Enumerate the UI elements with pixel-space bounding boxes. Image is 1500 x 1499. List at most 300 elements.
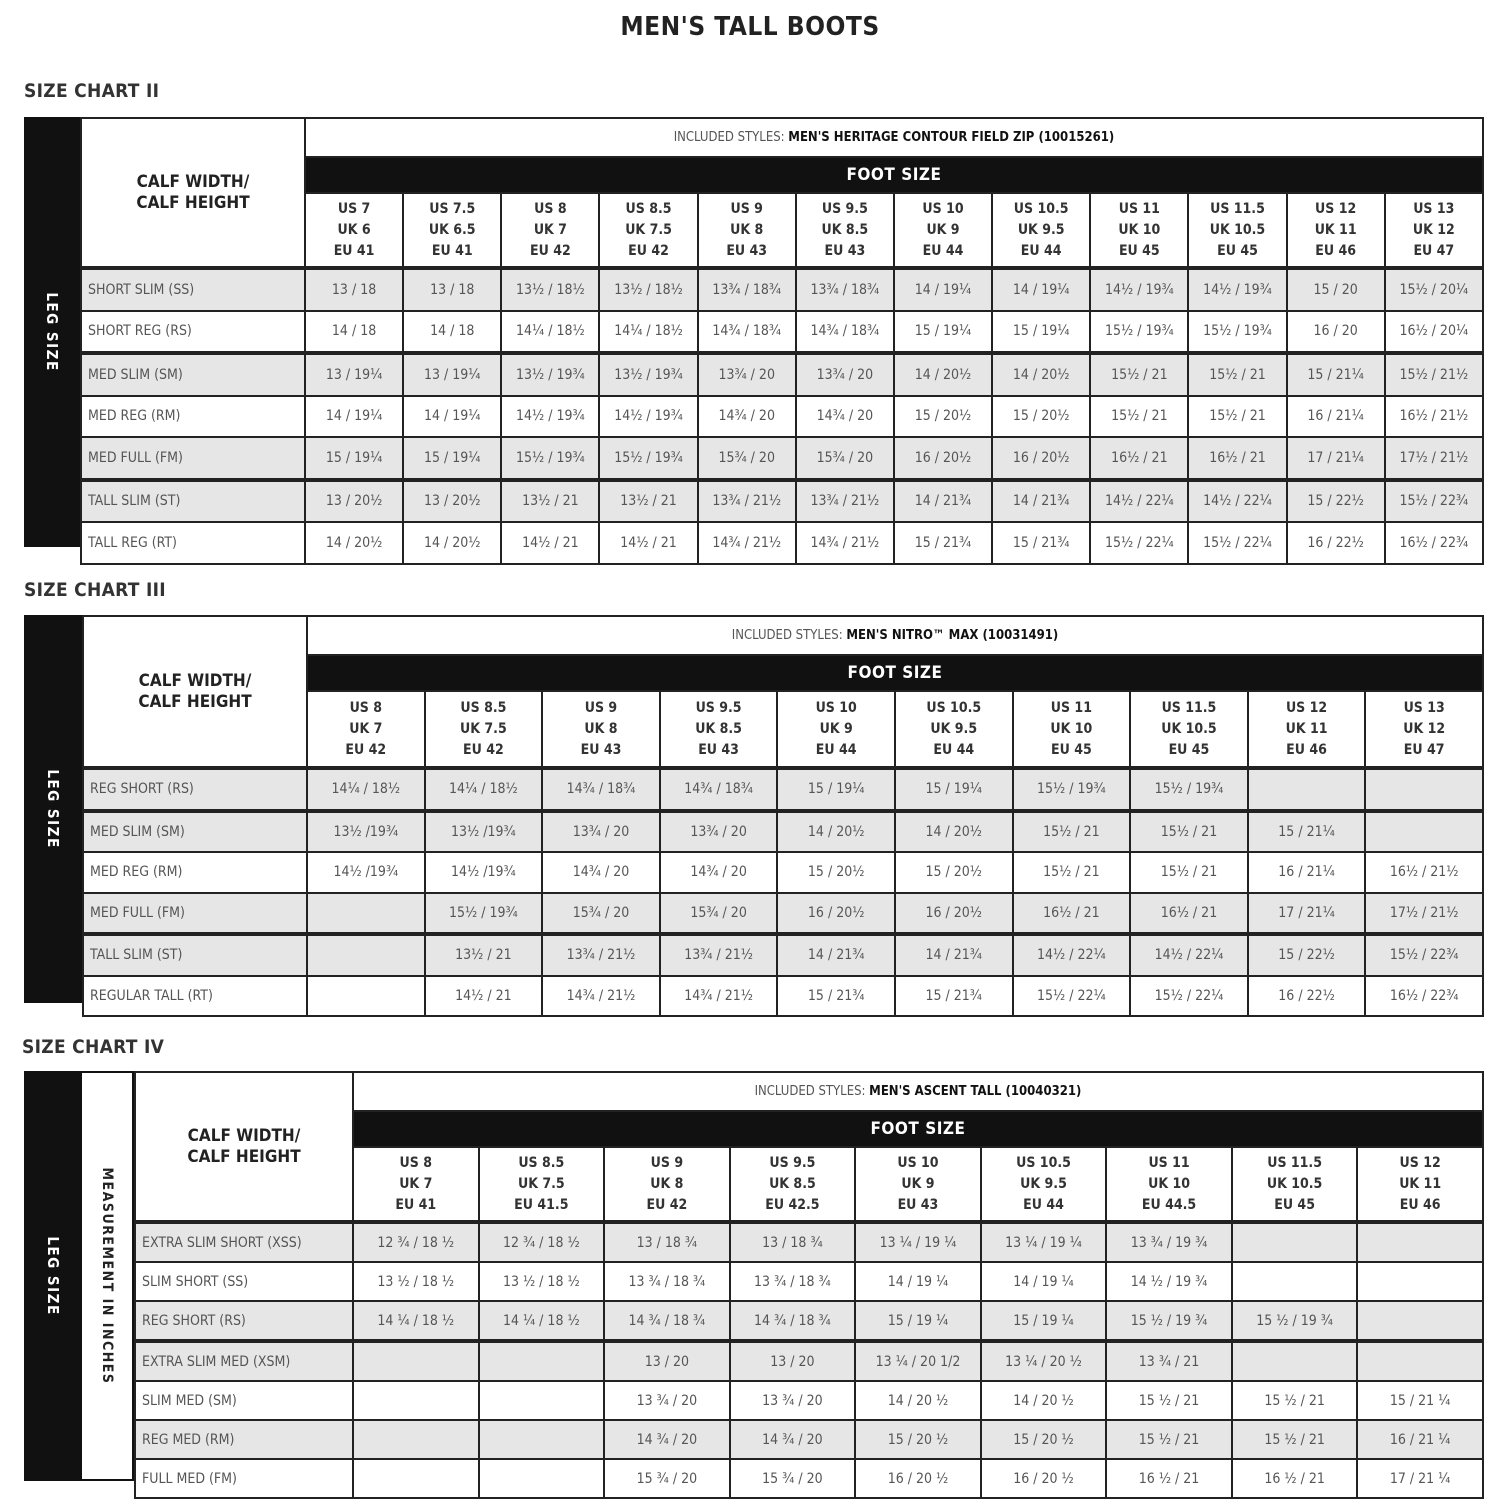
measurement-cell [1357, 1341, 1483, 1381]
measurement-cell: 14 ¾ / 18 ¾ [730, 1301, 856, 1341]
measurement-cell: 14 / 19¼ [992, 268, 1090, 311]
uk-size: UK 10.5 [1209, 221, 1266, 238]
size-header [353, 1147, 479, 1222]
calf-width-label: CALF WIDTH/ [187, 1125, 301, 1146]
table-row [83, 893, 1483, 935]
measurement-cell: 16½ / 20¼ [1385, 311, 1483, 354]
measurement-cell: 14¾ / 21½ [698, 522, 796, 564]
included-styles [305, 118, 1483, 157]
table-row [135, 1459, 1483, 1498]
measurement-cell: 15 / 19 ¼ [855, 1301, 981, 1341]
measurement-cell: 14 ¾ / 18 ¾ [604, 1301, 730, 1341]
eu-size: EU 45 [1217, 242, 1258, 259]
us-size: US 11.5 [1210, 200, 1265, 217]
size-header [501, 193, 599, 268]
uk-size: UK 7 [349, 720, 383, 737]
measurement-cell: 16½ / 21½ [1385, 396, 1483, 438]
row-label: MED SLIM (SM) [83, 811, 307, 853]
measurement-cell: 15½ / 19¾ [425, 893, 543, 935]
measurement-cell: 16½ / 22¾ [1385, 522, 1483, 564]
measurement-cell: 12 ¾ / 18 ½ [479, 1222, 605, 1262]
size-header [992, 193, 1090, 268]
styles-row [83, 616, 1483, 655]
us-size: US 9.5 [769, 1154, 816, 1171]
eu-size: EU 44 [1020, 242, 1062, 259]
table-row [81, 396, 1483, 438]
calf-header [135, 1072, 353, 1222]
measurement-cell: 14 / 20 ½ [981, 1381, 1107, 1420]
uk-size: UK 6.5 [428, 221, 476, 238]
size-header [698, 193, 796, 268]
us-size: US 11.5 [1267, 1154, 1322, 1171]
measurement-cell: 14 / 20½ [895, 811, 1013, 853]
measurement-cell: 13½ / 19¾ [599, 353, 697, 396]
measurement-cell: 15½ / 22¾ [1365, 934, 1483, 976]
measurement-cell: 14 / 21¾ [894, 480, 992, 523]
measurement-cell: 14½ / 21 [425, 976, 543, 1017]
measurement-cell: 15¾ / 20 [796, 437, 894, 480]
measurement-cell: 14½ /19¾ [307, 852, 425, 893]
measurement-cell: 15½ / 21 [1013, 852, 1131, 893]
uk-size: UK 7.5 [517, 1175, 565, 1192]
size-header [777, 691, 895, 768]
measurement-cell: 14¾ / 18¾ [542, 768, 660, 811]
measurement-cell: 15½ / 21 [1013, 811, 1131, 853]
measurement-cell: 15 ½ / 19 ¾ [1106, 1301, 1232, 1341]
measurement-cell: 15 / 22½ [1287, 480, 1385, 523]
size-header [796, 193, 894, 268]
measurement-cell: 15¾ / 20 [698, 437, 796, 480]
row-label: REG SHORT (RS) [83, 768, 307, 811]
row-label: TALL SLIM (ST) [83, 934, 307, 976]
measurement-cell: 15 / 19¼ [895, 768, 1013, 811]
measurement-cell: 13 ¾ / 21 [1106, 1341, 1232, 1381]
size-chart-3 [24, 615, 1482, 1003]
measurement-cell: 16½ / 21 [1013, 893, 1131, 935]
measurement-cell: 16 / 20½ [992, 437, 1090, 480]
eu-size: EU 47 [1403, 741, 1445, 758]
eu-size: EU 44 [1023, 1196, 1064, 1213]
us-size: US 8 [534, 200, 567, 217]
measurement-cell: 13 / 18 ¾ [730, 1222, 856, 1262]
eu-size: EU 43 [726, 242, 768, 259]
measurement-cell [1248, 768, 1366, 811]
us-size: US 10.5 [1016, 1154, 1071, 1171]
row-label: MED SLIM (SM) [81, 353, 305, 396]
measurement-cell: 13½ /19¾ [307, 811, 425, 853]
measurement-cell [479, 1420, 605, 1459]
calf-height-label: CALF HEIGHT [136, 192, 250, 213]
size-chart-4 [24, 1071, 1482, 1487]
measurement-cell: 15 ½ / 21 [1106, 1420, 1232, 1459]
measurement-cell: 16 / 21¼ [1287, 396, 1385, 438]
table-row [135, 1262, 1483, 1301]
table-row [81, 353, 1483, 396]
measurement-cell: 13 / 20½ [403, 480, 501, 523]
measurement-cell: 14¼ / 18½ [501, 311, 599, 354]
measurement-cell: 16 ½ / 21 [1106, 1459, 1232, 1498]
us-size: US 8.5 [625, 200, 672, 217]
measurement-cell: 14 / 21¾ [777, 934, 895, 976]
measurement-cell [353, 1459, 479, 1498]
table-row [135, 1420, 1483, 1459]
eu-size: EU 45 [1168, 741, 1210, 758]
size-header [730, 1147, 856, 1222]
us-size: US 8.5 [460, 699, 507, 716]
measurement-cell [1232, 1341, 1358, 1381]
eu-size: EU 46 [1286, 741, 1327, 758]
page-title: MEN'S TALL BOOTS [620, 12, 880, 42]
measurement-cell: 13½ / 21 [425, 934, 543, 976]
measurement-cell: 14½ / 22¼ [1090, 480, 1188, 523]
measurement-cell: 15½ / 21 [1130, 852, 1248, 893]
measurement-cell: 13 ½ / 18 ½ [353, 1262, 479, 1301]
calf-width-label: CALF WIDTH/ [136, 171, 250, 192]
us-size: US 13 [1413, 200, 1455, 217]
measurement-cell: 14½ / 19¾ [1090, 268, 1188, 311]
measurement-cell: 15½ / 19¾ [501, 437, 599, 480]
measurement-cell [1357, 1262, 1483, 1301]
size-chart-4-label: SIZE CHART IV [22, 1036, 165, 1058]
measurement-cell: 13¾ / 18¾ [796, 268, 894, 311]
eu-size: EU 44.5 [1141, 1196, 1197, 1213]
measurement-cell: 13 ¾ / 20 [730, 1381, 856, 1420]
measurement-cell: 15 / 21¼ [1248, 811, 1366, 853]
eu-size: EU 46 [1315, 242, 1357, 259]
measurement-cell: 13½ / 21 [501, 480, 599, 523]
calf-height-label: CALF HEIGHT [138, 691, 252, 712]
measurement-cell: 13 ½ / 18 ½ [479, 1262, 605, 1301]
measurement-cell: 15 / 19¼ [894, 311, 992, 354]
measurement-cell: 17½ / 21½ [1385, 437, 1483, 480]
eu-size: EU 41.5 [514, 1196, 569, 1213]
included-styles [307, 616, 1483, 655]
size-header [1357, 1147, 1483, 1222]
measurement-cell: 15½ / 20¼ [1385, 268, 1483, 311]
measurement-cell: 14¾ / 20 [698, 396, 796, 438]
row-label: REGULAR TALL (RT) [83, 976, 307, 1017]
us-size: US 8 [399, 1154, 432, 1171]
measurement-cell: 15 / 20½ [777, 852, 895, 893]
included-styles [353, 1072, 1483, 1111]
measurement-cell: 15½ / 22¼ [1130, 976, 1248, 1017]
measurement-cell: 13½ / 18½ [599, 268, 697, 311]
measurement-cell: 15½ / 22¼ [1013, 976, 1131, 1017]
measurement-cell: 14 / 19 ¼ [981, 1262, 1107, 1301]
measurement-label: MEASUREMENT IN INCHES [99, 1167, 115, 1385]
eu-size: EU 41 [395, 1196, 437, 1213]
measurement-cell: 15 ½ / 21 [1232, 1420, 1358, 1459]
calf-width-label: CALF WIDTH/ [138, 670, 252, 691]
measurement-cell [1365, 768, 1483, 811]
measurement-cell: 12 ¾ / 18 ½ [353, 1222, 479, 1262]
measurement-cell: 15 ¾ / 20 [604, 1459, 730, 1498]
table-row [83, 976, 1483, 1017]
measurement-cell: 15½ / 22¼ [1188, 522, 1286, 564]
size-header [1365, 691, 1483, 768]
measurement-cell: 14 / 20½ [777, 811, 895, 853]
measurement-cell: 14 ½ / 19 ¾ [1106, 1262, 1232, 1301]
eu-size: EU 45 [1118, 242, 1160, 259]
measurement-cell: 14 ¾ / 20 [604, 1420, 730, 1459]
measurement-cell: 13 / 19¼ [305, 353, 403, 396]
size-header [894, 193, 992, 268]
measurement-cell [1365, 811, 1483, 853]
measurement-cell: 15½ / 21 [1090, 353, 1188, 396]
uk-size: UK 10 [1118, 221, 1161, 238]
table-row [81, 437, 1483, 480]
measurement-cell: 16 ½ / 21 [1232, 1459, 1358, 1498]
us-size: US 10.5 [1013, 200, 1069, 217]
measurement-cell: 16 / 20½ [777, 893, 895, 935]
measurement-cell: 14¼ / 18½ [425, 768, 543, 811]
uk-size: UK 6 [337, 221, 371, 238]
measurement-cell [307, 934, 425, 976]
row-label: SLIM MED (SM) [135, 1381, 353, 1420]
size-chart-2-label: SIZE CHART II [24, 80, 160, 102]
table-row [83, 768, 1483, 811]
styles-row [135, 1072, 1483, 1111]
measurement-cell: 14 / 21¾ [992, 480, 1090, 523]
measurement-cell: 15 / 20 ½ [981, 1420, 1107, 1459]
measurement-cell: 14 / 20½ [894, 353, 992, 396]
table-row [83, 811, 1483, 853]
size-header [660, 691, 778, 768]
measurement-cell: 13 / 18 [403, 268, 501, 311]
measurement-cell [353, 1381, 479, 1420]
measurement-cell: 13¾ / 21½ [660, 934, 778, 976]
measurement-cell [1357, 1222, 1483, 1262]
measurement-cell: 13¾ / 20 [542, 811, 660, 853]
measurement-cell: 15 / 20 [1287, 268, 1385, 311]
leg-size-bar [24, 1071, 82, 1481]
size-table [82, 615, 1484, 1017]
row-label: EXTRA SLIM SHORT (XSS) [135, 1222, 353, 1262]
measurement-cell: 13¾ / 20 [660, 811, 778, 853]
measurement-cell: 13½ / 18½ [501, 268, 599, 311]
size-header [1106, 1147, 1232, 1222]
table-row [135, 1222, 1483, 1262]
measurement-cell: 14¾ / 21½ [660, 976, 778, 1017]
measurement-cell: 14¾ / 18¾ [660, 768, 778, 811]
measurement-cell: 15½ / 22¼ [1090, 522, 1188, 564]
measurement-cell: 17 / 21 ¼ [1357, 1459, 1483, 1498]
foot-size-header: FOOT SIZE [353, 1111, 1483, 1147]
eu-size: EU 45 [1050, 741, 1092, 758]
measurement-cell: 15½ / 21 [1090, 396, 1188, 438]
measurement-cell: 13¾ / 21½ [796, 480, 894, 523]
measurement-cell: 16 / 21¼ [1248, 852, 1366, 893]
measurement-cell: 17 / 21¼ [1287, 437, 1385, 480]
row-label: MED FULL (FM) [81, 437, 305, 480]
uk-size: UK 10 [1148, 1175, 1190, 1192]
measurement-cell: 14¾ / 18¾ [698, 311, 796, 354]
table-row [81, 522, 1483, 564]
eu-size: EU 42 [646, 1196, 688, 1213]
row-label: FULL MED (FM) [135, 1459, 353, 1498]
us-size: US 11.5 [1161, 699, 1217, 716]
us-size: US 12 [1315, 200, 1357, 217]
measurement-cell: 13 ¼ / 19 ¼ [855, 1222, 981, 1262]
eu-size: EU 43 [698, 741, 739, 758]
measurement-cell: 15½ / 21 [1130, 811, 1248, 853]
eu-size: EU 42 [345, 741, 387, 758]
row-label: REG MED (RM) [135, 1420, 353, 1459]
size-header [403, 193, 501, 268]
leg-size-bar [24, 615, 82, 1003]
size-header [1013, 691, 1131, 768]
measurement-cell: 14¾ / 21½ [542, 976, 660, 1017]
measurement-cell: 15½ / 21½ [1385, 353, 1483, 396]
measurement-cell: 13 / 19¼ [403, 353, 501, 396]
measurement-cell: 13½ /19¾ [425, 811, 543, 853]
measurement-cell: 16 / 22½ [1248, 976, 1366, 1017]
measurement-cell: 14 ¼ / 18 ½ [479, 1301, 605, 1341]
measurement-cell: 13¾ / 21½ [698, 480, 796, 523]
row-label: SLIM SHORT (SS) [135, 1262, 353, 1301]
measurement-cell [1232, 1222, 1358, 1262]
eu-size: EU 44 [922, 242, 964, 259]
measurement-cell: 16½ / 22¾ [1365, 976, 1483, 1017]
table-row [83, 934, 1483, 976]
measurement-cell: 15 / 19¼ [403, 437, 501, 480]
uk-size: UK 7 [399, 1175, 433, 1192]
measurement-cell: 15½ / 22¾ [1385, 480, 1483, 523]
leg-size-label: LEG SIZE [44, 769, 62, 849]
eu-size: EU 43 [824, 242, 866, 259]
measurement-cell: 16½ / 21½ [1365, 852, 1483, 893]
row-label: TALL REG (RT) [81, 522, 305, 564]
uk-size: UK 11 [1314, 221, 1357, 238]
size-header [1130, 691, 1248, 768]
measurement-cell: 14 / 20½ [403, 522, 501, 564]
measurement-cell: 15½ / 19¾ [599, 437, 697, 480]
uk-size: UK 9.5 [930, 720, 978, 737]
eu-size: EU 42 [628, 242, 669, 259]
measurement-cell: 14¼ / 18½ [599, 311, 697, 354]
us-size: US 10 [897, 1154, 939, 1171]
uk-size: UK 8.5 [821, 221, 869, 238]
us-size: US 10 [815, 699, 857, 716]
uk-size: UK 10.5 [1266, 1175, 1323, 1192]
measurement-cell: 13 ¾ / 18 ¾ [604, 1262, 730, 1301]
measurement-cell: 15½ / 21 [1188, 396, 1286, 438]
row-label: MED FULL (FM) [83, 893, 307, 935]
included-styles-name: MEN'S HERITAGE CONTOUR FIELD ZIP (10015261) [788, 130, 1115, 145]
eu-size: EU 47 [1413, 242, 1455, 259]
measurement-cell: 15 / 20½ [894, 396, 992, 438]
measurement-cell: 15 / 20 ½ [855, 1420, 981, 1459]
uk-size: UK 11 [1399, 1175, 1442, 1192]
measurement-cell: 14 / 19 ¼ [855, 1262, 981, 1301]
measurement-cell: 14 / 19¼ [305, 396, 403, 438]
measurement-cell: 13 ¼ / 19 ¼ [981, 1222, 1107, 1262]
eu-size: EU 44 [815, 741, 857, 758]
measurement-cell: 14 / 19¼ [894, 268, 992, 311]
measurement-cell: 16 / 20 ½ [855, 1459, 981, 1498]
measurement-cell [307, 976, 425, 1017]
measurement-cell: 14¼ / 18½ [307, 768, 425, 811]
measurement-cell: 14 / 19¼ [403, 396, 501, 438]
measurement-cell: 17½ / 21½ [1365, 893, 1483, 935]
measurement-cell: 13 / 18 [305, 268, 403, 311]
leg-size-label: LEG SIZE [43, 292, 61, 372]
measurement-cell: 13 ¼ / 20 ½ [981, 1341, 1107, 1381]
uk-size: UK 11 [1285, 720, 1328, 737]
included-styles-prefix: INCLUDED STYLES: [673, 130, 789, 145]
size-header [855, 1147, 981, 1222]
row-label: MED REG (RM) [83, 852, 307, 893]
measurement-cell: 13 / 18 ¾ [604, 1222, 730, 1262]
us-size: US 9.5 [695, 699, 742, 716]
table-row [135, 1301, 1483, 1341]
measurement-cell: 13 / 20½ [305, 480, 403, 523]
measurement-cell: 16 / 20½ [895, 893, 1013, 935]
size-header [604, 1147, 730, 1222]
size-table [80, 117, 1484, 565]
measurement-cell: 15 / 21¾ [895, 976, 1013, 1017]
size-header [599, 193, 697, 268]
row-label: REG SHORT (RS) [135, 1301, 353, 1341]
eu-size: EU 42 [463, 741, 504, 758]
size-chart-3-label: SIZE CHART III [24, 579, 166, 601]
included-styles-name: MEN'S ASCENT TALL (10040321) [869, 1084, 1082, 1099]
size-header [307, 691, 425, 768]
uk-size: UK 9 [926, 221, 960, 238]
measurement-cell: 15 / 19 ¼ [981, 1301, 1107, 1341]
us-size: US 11 [1148, 1154, 1190, 1171]
measurement-cell: 15½ / 21 [1188, 353, 1286, 396]
size-header [981, 1147, 1107, 1222]
measurement-cell: 15 / 21¾ [992, 522, 1090, 564]
uk-size: UK 7.5 [625, 221, 672, 238]
measurement-cell: 13 ¾ / 18 ¾ [730, 1262, 856, 1301]
measurement-cell: 15 / 19¼ [305, 437, 403, 480]
measurement-cell: 15 / 21¾ [894, 522, 992, 564]
measurement-cell: 15 ½ / 21 [1232, 1381, 1358, 1420]
table-row [81, 268, 1483, 311]
measurement-cell: 15 / 22½ [1248, 934, 1366, 976]
measurement-cell: 15 / 19¼ [777, 768, 895, 811]
us-size: US 12 [1285, 699, 1328, 716]
measurement-cell: 16 / 22½ [1287, 522, 1385, 564]
table-row [81, 311, 1483, 354]
included-styles-prefix: INCLUDED STYLES: [731, 628, 847, 643]
measurement-cell: 15 ½ / 19 ¾ [1232, 1301, 1358, 1341]
measurement-cell: 13¾ / 20 [698, 353, 796, 396]
uk-size: UK 8.5 [695, 720, 742, 737]
measurement-cell: 13¾ / 21½ [542, 934, 660, 976]
uk-size: UK 9.5 [1017, 221, 1065, 238]
measurement-cell: 15½ / 19¾ [1013, 768, 1131, 811]
measurement-cell: 15½ / 19¾ [1090, 311, 1188, 354]
uk-size: UK 8 [730, 221, 764, 238]
measurement-cell: 14½ /19¾ [425, 852, 543, 893]
measurement-cell: 14½ / 22¼ [1130, 934, 1248, 976]
measurement-cell: 13½ / 21 [599, 480, 697, 523]
calf-header [83, 616, 307, 768]
calf-height-label: CALF HEIGHT [187, 1146, 301, 1167]
measurement-cell [1357, 1301, 1483, 1341]
measurement-bar [82, 1071, 134, 1481]
uk-size: UK 9 [819, 720, 853, 737]
eu-size: EU 41 [333, 242, 375, 259]
us-size: US 9 [650, 1154, 684, 1171]
leg-size-label: LEG SIZE [44, 1236, 62, 1316]
row-label: MED REG (RM) [81, 396, 305, 438]
eu-size: EU 45 [1274, 1196, 1315, 1213]
measurement-cell: 14½ / 21 [599, 522, 697, 564]
